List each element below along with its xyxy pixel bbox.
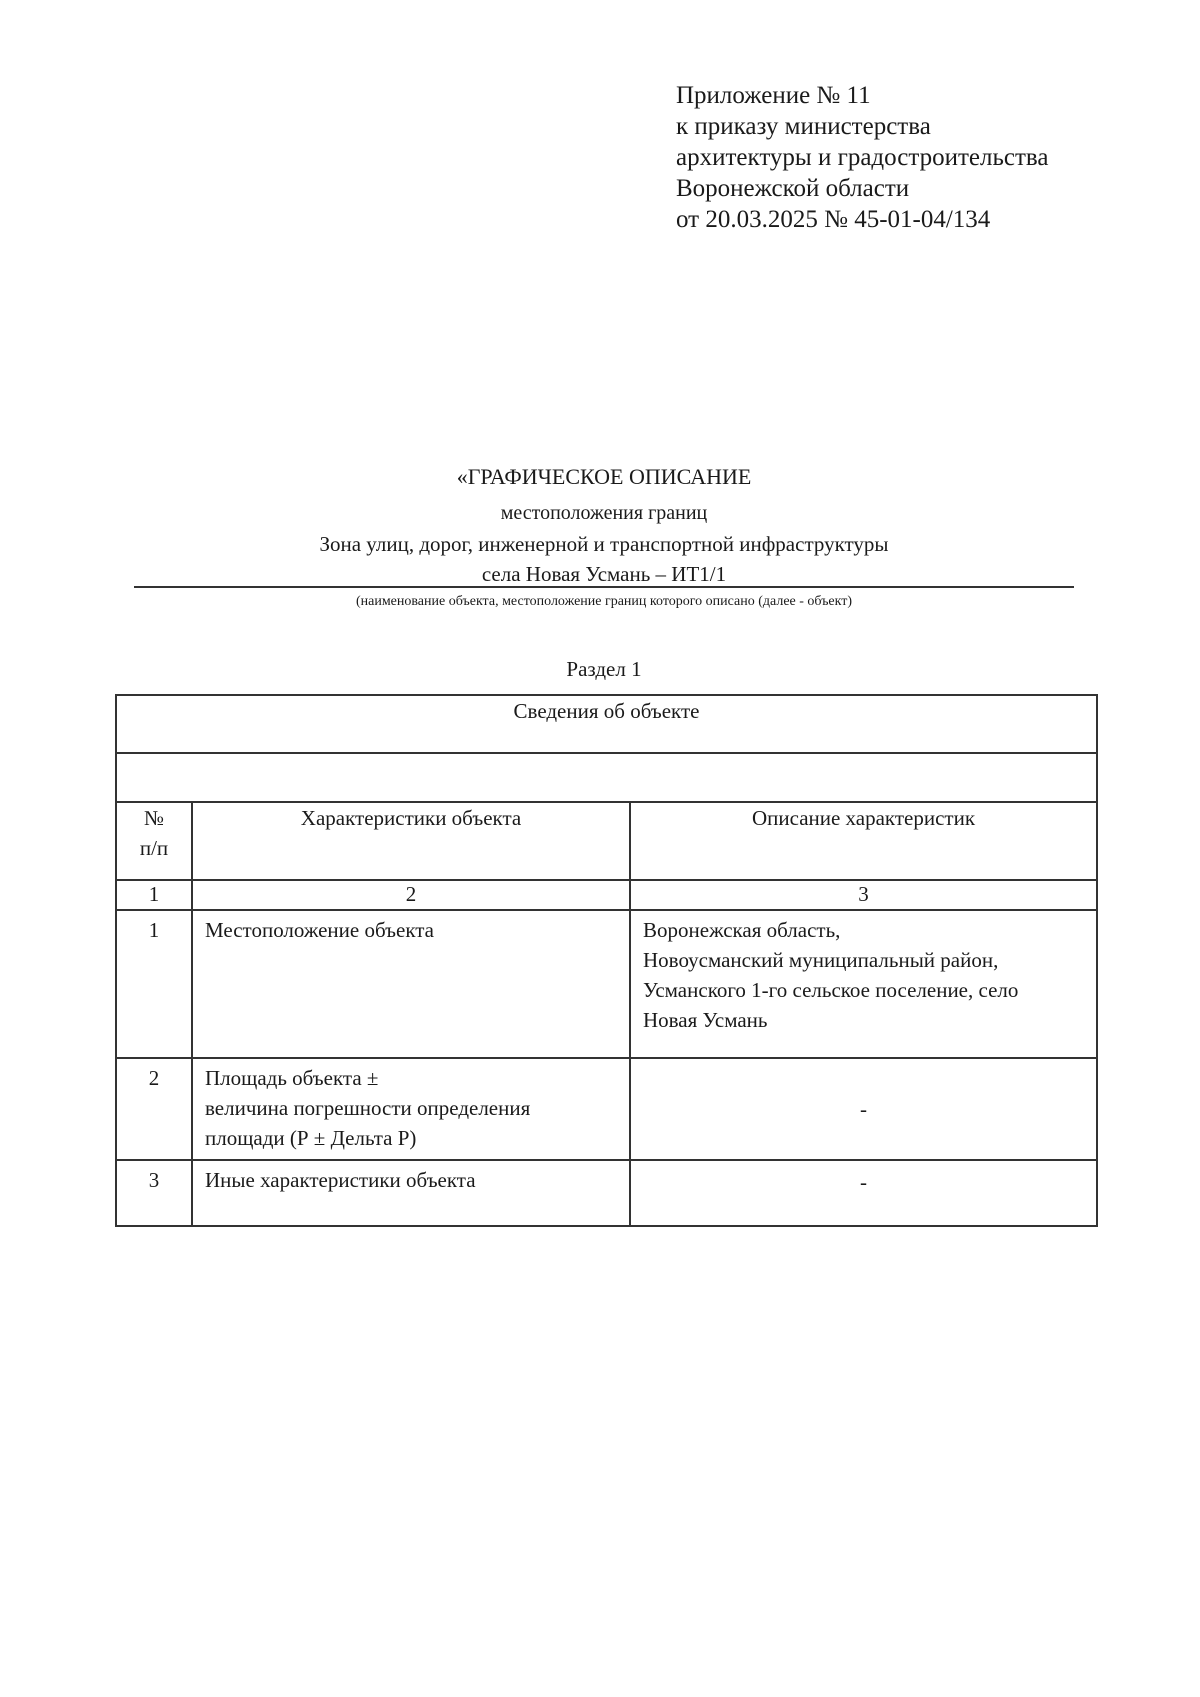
column-number: 2 xyxy=(192,880,630,910)
row-characteristic xyxy=(192,910,630,1058)
appendix-line: Приложение № 11 xyxy=(676,82,871,109)
characteristic-line: величина погрешности определения xyxy=(205,1096,531,1120)
description-line: Новоусманский муниципальный район, xyxy=(643,948,999,972)
document-title: «ГРАФИЧЕСКОЕ ОПИСАНИЕ xyxy=(456,464,752,489)
table-header-row xyxy=(116,802,1097,880)
row-characteristic xyxy=(192,1058,630,1160)
description-line: Усманского 1-го сельское поселение, село xyxy=(643,978,1019,1002)
table-row xyxy=(116,910,1097,1058)
row-description xyxy=(630,910,1097,1058)
appendix-line: к приказу министерства xyxy=(676,113,931,140)
row-number: 3 xyxy=(116,1160,192,1226)
object-name: Зона улиц, дорог, инженерной и транспортной инфраструктуры xyxy=(319,532,889,556)
section-label: Раздел 1 xyxy=(566,657,642,681)
table-empty-cell xyxy=(116,753,1097,802)
document-subtitle: местоположения границ xyxy=(500,502,708,524)
appendix-line: архитектуры и градостроительства xyxy=(676,144,1049,171)
column-number: 1 xyxy=(116,880,192,910)
row-number: 2 xyxy=(116,1058,192,1160)
row-description: - xyxy=(630,1160,1097,1226)
characteristic-line: Площадь объекта ± xyxy=(205,1066,379,1090)
header-number-line2: п/п xyxy=(139,836,169,860)
object-caption: (наименование объекта, местоположение границ которого описано (далее - объект) xyxy=(355,594,853,609)
appendix-line: Воронежской области xyxy=(676,175,910,202)
description-line: Воронежская область, xyxy=(643,918,841,942)
object-info-table xyxy=(115,694,1098,1227)
row-description: - xyxy=(630,1058,1097,1160)
table-title-row xyxy=(116,695,1097,753)
appendix-line: от 20.03.2025 № 45-01-04/134 xyxy=(676,206,991,233)
header-number xyxy=(116,802,192,880)
characteristic-line: площади (Р ± Дельта Р) xyxy=(205,1126,417,1150)
table-row xyxy=(116,1160,1097,1226)
object-location: села Новая Усмань – ИТ1/1 xyxy=(481,562,727,586)
appendix-block xyxy=(676,80,1048,235)
description-line: Новая Усмань xyxy=(643,1008,768,1032)
header-description: Описание характеристик xyxy=(630,802,1097,880)
column-number-row xyxy=(116,880,1097,910)
header-characteristics: Характеристики объекта xyxy=(192,802,630,880)
underline-divider xyxy=(134,586,1074,588)
table-title: Сведения об объекте xyxy=(116,695,1097,753)
row-characteristic xyxy=(192,1160,630,1226)
header-number-line1: № xyxy=(143,806,165,830)
row-number: 1 xyxy=(116,910,192,1058)
column-number: 3 xyxy=(630,880,1097,910)
characteristic-line: Местоположение объекта xyxy=(205,918,435,942)
table-row xyxy=(116,1058,1097,1160)
table-empty-row xyxy=(116,753,1097,802)
characteristic-line: Иные характеристики объекта xyxy=(205,1168,476,1192)
